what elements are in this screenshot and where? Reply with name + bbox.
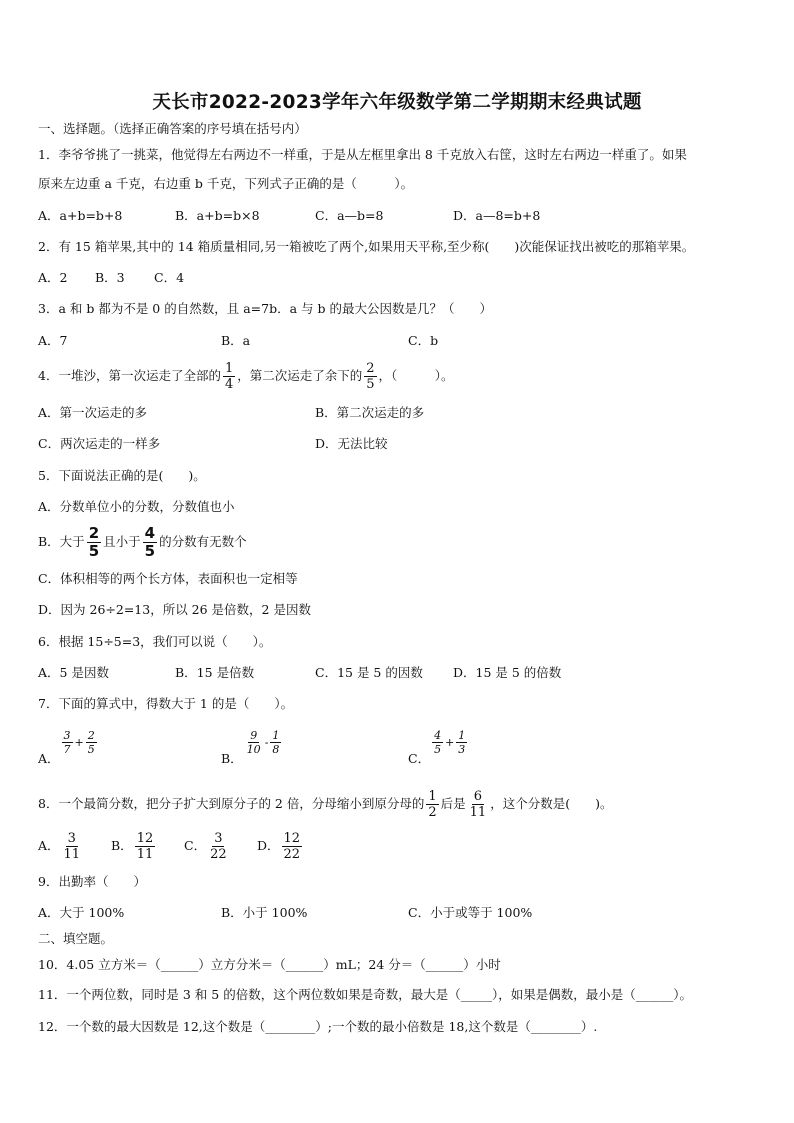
q6-option-d[interactable]: D．15 是 5 的倍数 xyxy=(453,665,562,680)
q8-text-mid: 后是 xyxy=(440,796,466,811)
q8-option-a[interactable] xyxy=(38,828,111,864)
q8-option-c-label: C． xyxy=(184,838,207,853)
q8-option-b-den: 11 xyxy=(136,847,154,862)
q2-option-a[interactable]: A．2 xyxy=(38,270,68,285)
q4-text-mid: ，第二次运走了余下的 xyxy=(237,368,363,383)
q7-a-fraction-2 xyxy=(86,730,97,755)
q9-options xyxy=(38,904,778,922)
q9-option-c[interactable]: C．小于或等于 100% xyxy=(408,905,533,920)
q7-option-a[interactable] xyxy=(38,729,99,766)
q4-fraction-1 xyxy=(223,362,235,391)
q7-option-a-label: A． xyxy=(38,751,60,766)
q8-text-pre: 8．一个最简分数，把分子扩大到原分子的 2 倍，分母缩小到原分母的 xyxy=(38,796,425,811)
q5-option-a[interactable]: A．分数单位小的分数，分数值也小 xyxy=(38,499,235,514)
q8-option-d-label: D． xyxy=(257,838,280,853)
q4-options-row2 xyxy=(38,435,778,453)
q5-option-b-fraction-1-den: 5 xyxy=(88,542,100,560)
q1-option-a[interactable]: A．a+b=b+8 xyxy=(38,208,123,223)
q2-option-c[interactable]: C．4 xyxy=(154,270,185,285)
q8-option-a-num: 3 xyxy=(67,831,76,846)
q8-option-c-fraction xyxy=(208,832,229,861)
q3-options xyxy=(38,332,778,350)
q3-text: 3．a 和 b 都为不是 0 的自然数，且 a=7b．a 与 b 的最大公因数是几？（ ） xyxy=(38,301,492,316)
q5-option-c[interactable]: C．体积相等的两个长方体，表面积也一定相等 xyxy=(38,571,298,586)
q4-options-row1 xyxy=(38,404,778,422)
q7-b-f1-num: 9 xyxy=(250,729,258,742)
q10-text: 10．4.05 立方米＝（______）立方分米＝（______）mL；24 分＝（______）小时 xyxy=(38,957,501,972)
q4-option-a[interactable]: A．第一次运走的多 xyxy=(38,405,148,420)
q6-option-b[interactable]: B．15 是倍数 xyxy=(175,665,255,680)
q7-c-operator: + xyxy=(445,736,455,749)
q8-option-c-num: 3 xyxy=(214,831,223,846)
q3-option-a[interactable]: A．7 xyxy=(38,333,68,348)
q4-option-d[interactable]: D．无法比较 xyxy=(315,436,388,451)
q7-a-fraction-1 xyxy=(62,730,73,755)
q8-option-a-den: 11 xyxy=(63,847,81,862)
q4-text-pre: 4．一堆沙，第一次运走了全部的 xyxy=(38,368,221,383)
q5-option-b-post: 的分数有无数个 xyxy=(159,534,247,549)
q3-option-c[interactable]: C．b xyxy=(408,333,439,348)
q1-text-line2: 原来左边重 a 千克，右边重 b 千克，下列式子正确的是（ ）。 xyxy=(38,176,414,191)
q5-option-b-fraction-2-num: 4 xyxy=(144,524,156,542)
q5-option-b-mid: 且小于 xyxy=(103,534,141,549)
q7-c-fraction-1 xyxy=(432,730,443,755)
q8-option-b-fraction xyxy=(135,832,156,861)
q7-a-f2-den: 5 xyxy=(87,743,95,756)
q7-a-f1-num: 3 xyxy=(63,729,71,742)
q9-option-b[interactable]: B．小于 100% xyxy=(221,905,308,920)
q8-text-post: ，这个分数是( )。 xyxy=(490,796,613,811)
q7-text: 7．下面的算式中，得数大于 1 的是（ ）。 xyxy=(38,696,294,711)
q8-text xyxy=(38,786,612,822)
q9-text: 9．出勤率（ ） xyxy=(38,874,146,889)
q8-option-d-fraction xyxy=(282,832,303,861)
q4-fraction-2-num: 2 xyxy=(366,361,375,376)
q5-option-b-fraction-2-den: 5 xyxy=(144,542,156,560)
q7-option-b[interactable] xyxy=(221,729,283,766)
q7-b-fraction-1 xyxy=(245,730,263,755)
q8-option-d-den: 22 xyxy=(283,847,301,862)
q8-option-a-fraction xyxy=(62,832,83,861)
q5-option-b[interactable] xyxy=(38,522,247,562)
q8-fraction-2-num: 6 xyxy=(473,789,483,804)
q5-option-d[interactable]: D．因为 26÷2=13，所以 26 是倍数，2 是因数 xyxy=(38,602,311,617)
q8-option-a-label: A． xyxy=(38,838,60,853)
q6-text: 6．根据 15÷5=3，我们可以说（ ）。 xyxy=(38,634,272,649)
q7-option-c[interactable] xyxy=(408,729,469,766)
q8-option-d[interactable] xyxy=(257,828,330,864)
q5-option-b-fraction-1 xyxy=(87,526,101,559)
q7-option-c-label: C． xyxy=(408,751,431,766)
q1-text-line1: 1．李爷爷挑了一挑菜，他觉得左右两边不一样重，于是从左框里拿出 8 千克放入右筐，这时左右两边一样重了。如果 xyxy=(38,147,687,162)
q7-b-f1-den: 10 xyxy=(246,743,261,756)
q6-options xyxy=(38,664,778,682)
q7-b-operator: - xyxy=(264,736,269,749)
q8-option-c[interactable] xyxy=(184,828,257,864)
q7-c-f2-num: 1 xyxy=(458,729,466,742)
q8-fraction-1-num: 1 xyxy=(428,789,437,804)
q7-b-f2-den: 8 xyxy=(272,743,280,756)
q4-fraction-1-den: 4 xyxy=(224,377,234,392)
q4-fraction-1-num: 1 xyxy=(224,361,234,376)
q6-option-a[interactable]: A．5 是因数 xyxy=(38,665,109,680)
q7-c-f1-den: 5 xyxy=(434,743,442,756)
q8-options xyxy=(38,828,330,864)
page-title: 天长市2022-2023学年六年级数学第二学期期末经典试题 xyxy=(152,92,642,113)
q8-fraction-1-den: 2 xyxy=(428,805,437,820)
q4-option-b[interactable]: B．第二次运走的多 xyxy=(315,405,425,420)
q4-option-c[interactable]: C．两次运走的一样多 xyxy=(38,436,161,451)
q2-text: 2．有 15 箱苹果,其中的 14 箱质量相同,另一箱被吃了两个,如果用天平称,至少称( )次能保证找出被吃的那箱苹果。 xyxy=(38,239,695,254)
q1-options xyxy=(38,207,778,225)
q2-option-b[interactable]: B．3 xyxy=(95,270,125,285)
q7-a-operator: + xyxy=(74,736,84,749)
q11-text: 11．一个两位数，同时是 3 和 5 的倍数，这个两位数如果是奇数，最大是（_____），如果是偶数，最小是（______）。 xyxy=(38,987,692,1002)
q1-option-d[interactable]: D．a—8=b+8 xyxy=(453,208,541,223)
q3-option-b[interactable]: B．a xyxy=(221,333,251,348)
q5-text: 5．下面说法正确的是( )。 xyxy=(38,468,206,483)
q12-text: 12．一个数的最大因数是 12,这个数是（________）;一个数的最小倍数是 18,这个数是（________）. xyxy=(38,1019,598,1034)
q7-b-f2-num: 1 xyxy=(272,729,280,742)
q1-option-b[interactable]: B．a+b=b×8 xyxy=(175,208,260,223)
q4-fraction-2-den: 5 xyxy=(366,377,375,392)
q5-option-b-fraction-2 xyxy=(143,526,157,559)
section-choice-heading: 一、选择题。（选择正确答案的序号填在括号内） xyxy=(38,121,307,136)
q8-fraction-2 xyxy=(468,790,489,819)
q4-text xyxy=(38,358,454,394)
q2-options xyxy=(38,269,778,287)
q8-fraction-2-den: 11 xyxy=(469,805,487,820)
q8-option-d-num: 12 xyxy=(283,831,301,846)
q7-c-fraction-2 xyxy=(456,730,467,755)
q7-a-f2-num: 2 xyxy=(87,729,95,742)
q8-option-c-den: 22 xyxy=(210,847,227,862)
q4-text-post: ，（ ）。 xyxy=(378,368,454,383)
q7-option-b-label: B． xyxy=(221,751,243,766)
q9-option-a[interactable]: A．大于 100% xyxy=(38,905,125,920)
q8-option-b-label: B． xyxy=(111,838,133,853)
q7-c-f2-den: 3 xyxy=(458,743,466,756)
q5-option-b-pre: B．大于 xyxy=(38,534,85,549)
q1-option-c[interactable]: C．a—b=8 xyxy=(315,208,384,223)
q8-option-b[interactable] xyxy=(111,828,184,864)
q8-option-b-num: 12 xyxy=(136,831,154,846)
q7-b-fraction-2 xyxy=(270,730,281,755)
q7-c-f1-num: 4 xyxy=(434,729,442,742)
section-fill-heading: 二、填空题。 xyxy=(38,931,114,946)
q4-fraction-2 xyxy=(364,362,376,391)
q8-fraction-1 xyxy=(426,790,438,819)
q7-a-f1-den: 7 xyxy=(63,743,71,756)
q5-option-b-fraction-1-num: 2 xyxy=(88,524,100,542)
q6-option-c[interactable]: C．15 是 5 的因数 xyxy=(315,665,423,680)
